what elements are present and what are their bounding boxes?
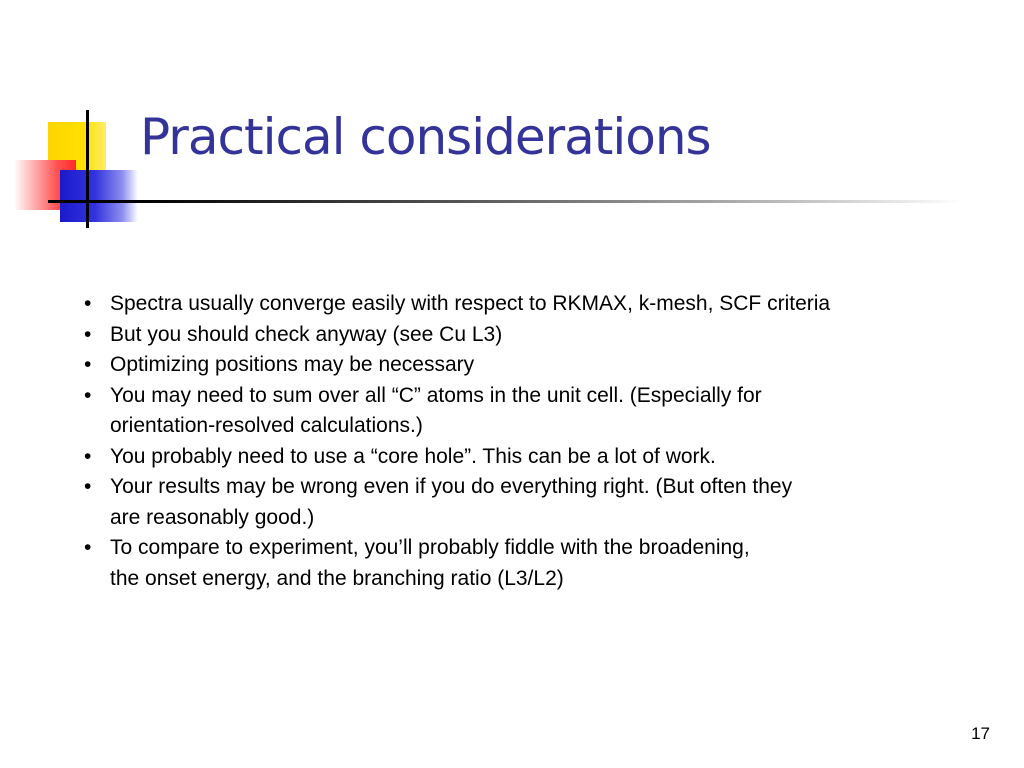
bullet-dot: • xyxy=(84,536,92,559)
bullet-text-line: the onset energy, and the branching ratio (L3/L2) xyxy=(110,566,564,590)
bullet-text-line: You probably need to use a “core hole”. This can be a lot of work. xyxy=(110,444,716,468)
bullet-dot: • xyxy=(84,383,92,407)
bullet-text-line: orientation-resolved calculations.) xyxy=(110,414,423,437)
slide-title: Practical considerations xyxy=(140,108,711,166)
bullet-text-line: Your results may be wrong even if you do everything right. (But often they xyxy=(110,475,793,498)
bullet-dot: • xyxy=(84,353,92,376)
bullet-dot: • xyxy=(84,322,92,346)
bullet-dot: • xyxy=(84,292,92,315)
bullet-item xyxy=(80,320,980,351)
bullet-text-line: are reasonably good.) xyxy=(110,505,315,529)
bullet-text-line: To compare to experiment, you’ll probably fiddle with the broadening, xyxy=(110,536,750,559)
bullet-item xyxy=(80,442,980,473)
bullet-dot: • xyxy=(84,444,92,468)
title-underline xyxy=(48,200,963,203)
bullet-text-line: You may need to sum over all “C” atoms in the unit cell. (Especially for xyxy=(110,383,762,407)
bullet-dot: • xyxy=(84,475,92,498)
bullet-text-line: But you should check anyway (see Cu L3) xyxy=(110,322,503,346)
bullet-text-line: Spectra usually converge easily with respect to RKMAX, k-mesh, SCF criteria xyxy=(110,292,831,315)
bullet-item xyxy=(80,533,980,594)
bullet-item xyxy=(80,472,980,533)
bullet-item xyxy=(80,289,980,320)
bullet-list xyxy=(80,289,980,594)
logo-blue-square xyxy=(60,170,138,222)
page-number: 17 xyxy=(971,724,990,743)
logo-vertical-line xyxy=(86,110,89,228)
bullet-item xyxy=(80,350,980,381)
bullet-text-line: Optimizing positions may be necessary xyxy=(110,353,475,376)
bullet-item xyxy=(80,381,980,442)
